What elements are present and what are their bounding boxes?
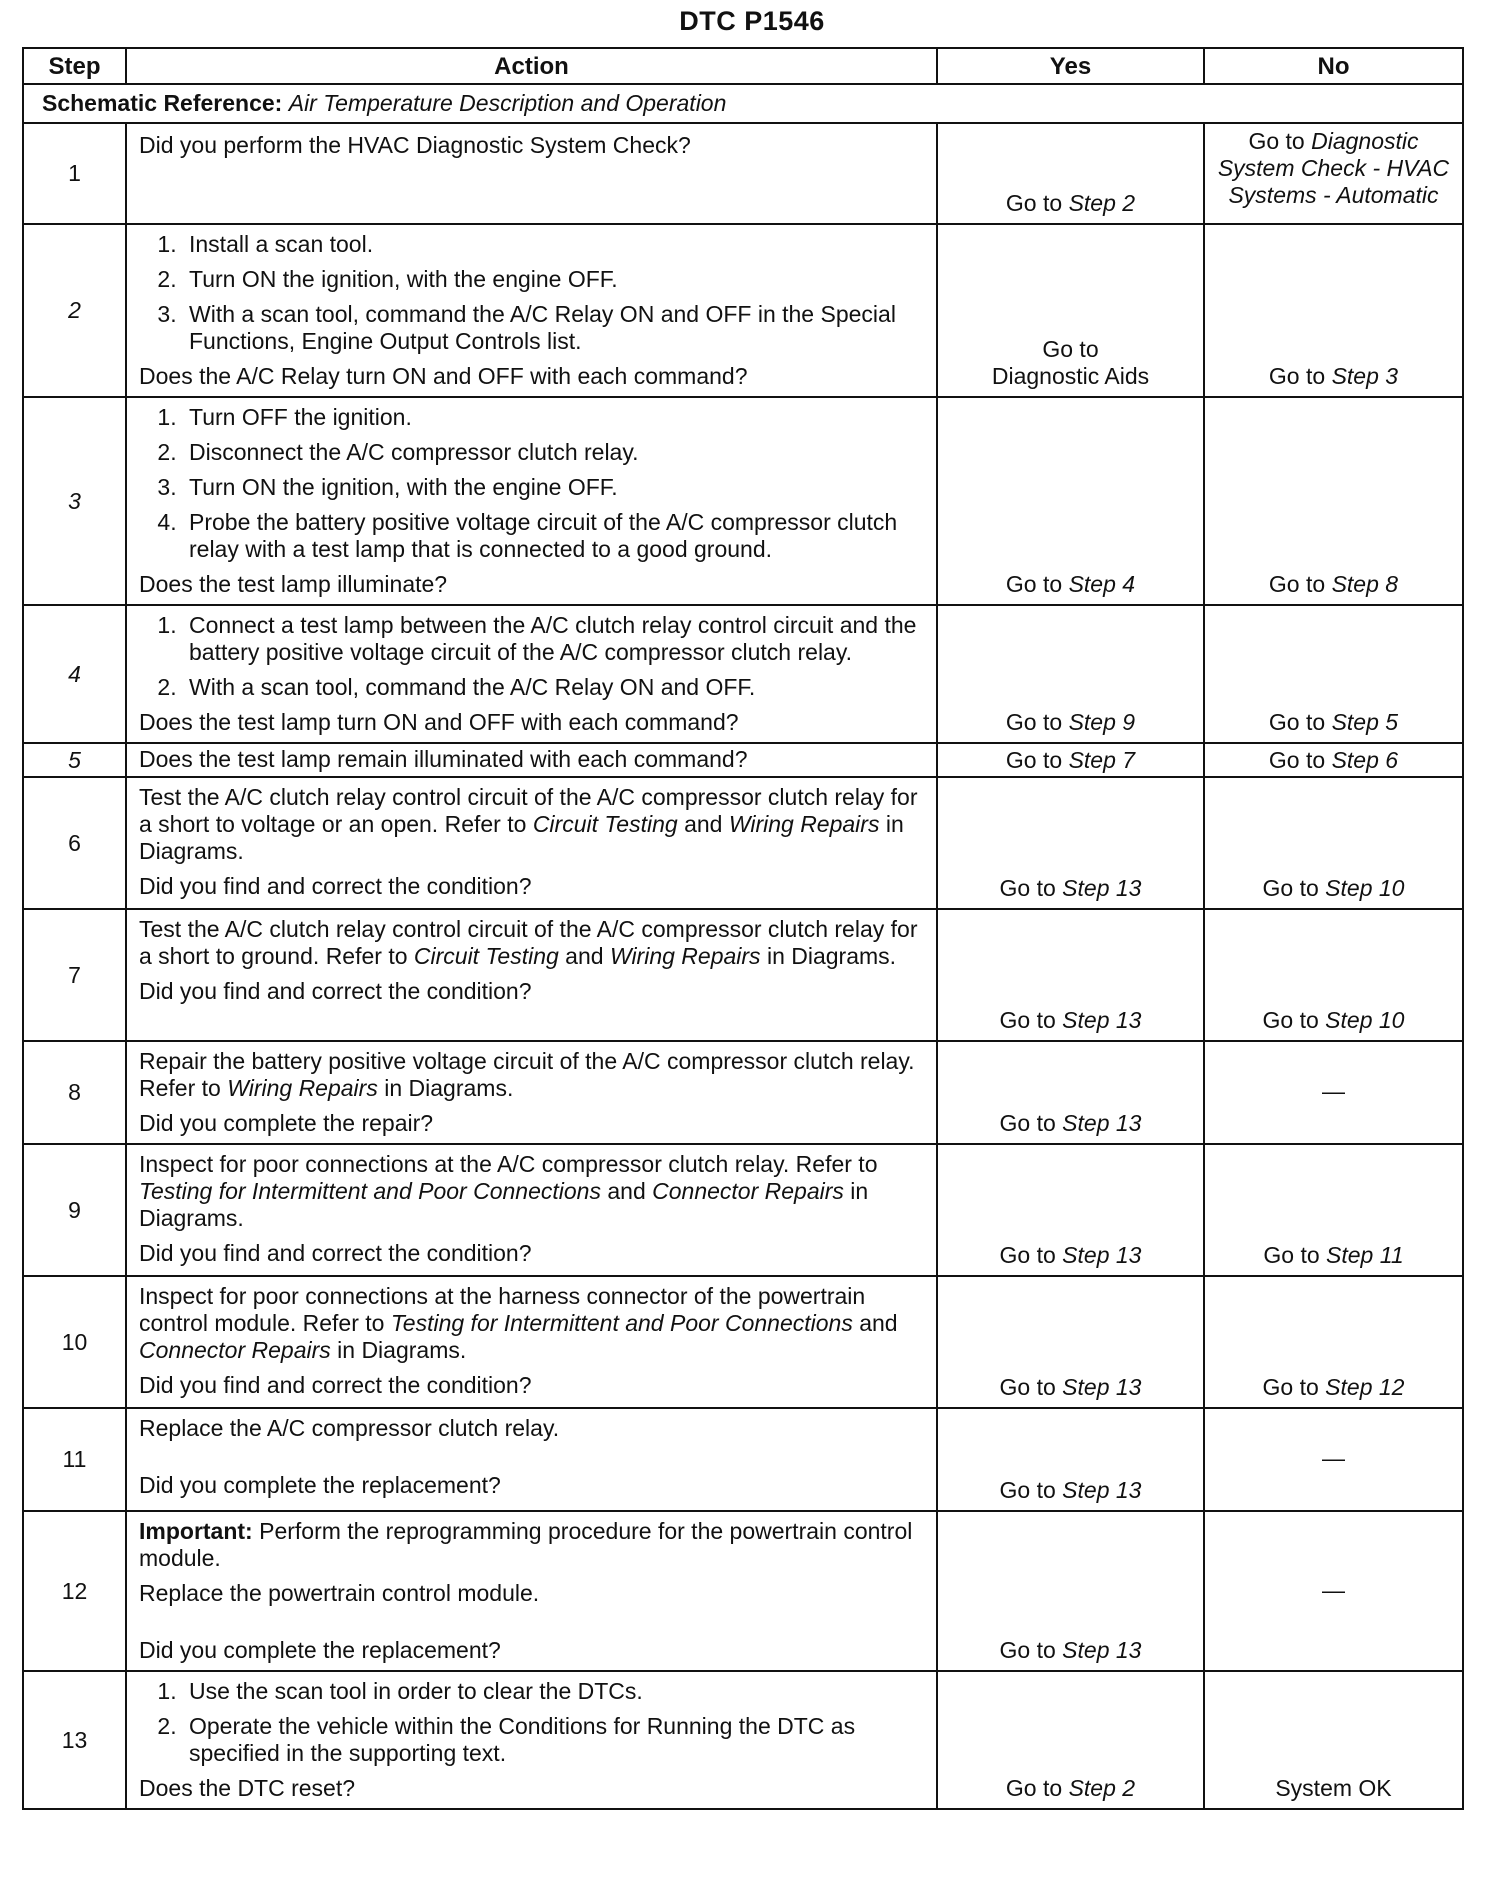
step-number: 12 (23, 1511, 126, 1671)
important-note: Important: Perform the reprogramming procedure for the powertrain control module. (139, 1518, 913, 1571)
question: Does the DTC reset? (139, 1775, 356, 1801)
yes-cell: Go to Step 13 (937, 1041, 1204, 1144)
instruction-text: Inspect for poor connections at the A/C compressor clutch relay. Refer to Testing for Intermittent and Poor Connections and Connector Repairs in Diagrams. (139, 1151, 878, 1231)
list-item: 3. With a scan tool, command the A/C Relay ON and OFF in the Special Functions, Engine Output Controls list. (183, 301, 924, 355)
list-item: 1. Install a scan tool. (183, 231, 924, 258)
step-number: 1 (23, 123, 126, 224)
list-item: 2. With a scan tool, command the A/C Relay ON and OFF. (183, 674, 924, 701)
table-row (23, 605, 1463, 743)
yes-cell: Go to Diagnostic Aids (937, 224, 1204, 397)
no-dash: — (1322, 1078, 1345, 1104)
no-link[interactable]: Step 12 (1325, 1374, 1405, 1400)
no-cell (1204, 1511, 1463, 1671)
list-item: 2. Disconnect the A/C compressor clutch relay. (183, 439, 924, 466)
action-cell (126, 909, 937, 1041)
action-cell (126, 1276, 937, 1408)
no-cell: Go to Step 5 (1204, 605, 1463, 743)
question: Does the test lamp illuminate? (139, 571, 448, 597)
list-item: 4. Probe the battery positive voltage circuit of the A/C compressor clutch relay with a test lamp that is connected to a good ground. (183, 509, 924, 563)
question: Did you find and correct the condition? (139, 873, 532, 899)
yes-link[interactable]: Diagnostic Aids (991, 363, 1150, 389)
list-item: 2. Turn ON the ignition, with the engine OFF. (183, 266, 924, 293)
no-link[interactable]: Step 5 (1331, 709, 1399, 735)
yes-link[interactable]: Step 2 (1068, 1775, 1136, 1801)
no-cell (1204, 1041, 1463, 1144)
table-row (23, 909, 1463, 1041)
no-result: System OK (1275, 1775, 1392, 1801)
no-cell: Go to Step 12 (1204, 1276, 1463, 1408)
no-cell: Go to Step 10 (1204, 777, 1463, 909)
step-number: 6 (23, 777, 126, 909)
instruction-list (139, 231, 924, 355)
step-number: 5 (23, 743, 126, 777)
table-row (23, 123, 1463, 224)
list-item: 1. Turn OFF the ignition. (183, 404, 924, 431)
question: Did you complete the replacement? (139, 1472, 501, 1498)
table-row (23, 1408, 1463, 1511)
no-cell (1204, 1408, 1463, 1511)
header-step: Step (23, 48, 126, 84)
no-cell: Go to Step 6 (1204, 743, 1463, 777)
instruction-text: Inspect for poor connections at the harness connector of the powertrain control module. Refer to Testing for Intermittent and Poor Connections and Connector Repairs in Diagrams. (139, 1283, 898, 1363)
no-link[interactable]: Step 11 (1326, 1242, 1404, 1268)
no-dash: — (1322, 1445, 1345, 1471)
step-number: 2 (23, 224, 126, 397)
question: Did you find and correct the condition? (139, 1372, 532, 1398)
yes-cell: Go to Step 13 (937, 1511, 1204, 1671)
schematic-link[interactable]: Air Temperature Description and Operation (288, 90, 727, 116)
reference-link[interactable]: Testing for Intermittent and Poor Connections (390, 1310, 853, 1336)
action-cell (126, 605, 937, 743)
step-number: 9 (23, 1144, 126, 1276)
yes-cell: Go to Step 13 (937, 777, 1204, 909)
important-label: Important: (139, 1518, 253, 1544)
list-item: 3. Turn ON the ignition, with the engine OFF. (183, 474, 924, 501)
yes-link[interactable]: Step 7 (1068, 746, 1136, 773)
question: Did you find and correct the condition? (139, 978, 532, 1004)
instruction-text: Repair the battery positive voltage circuit of the A/C compressor clutch relay. Refer to Wiring Repairs in Diagrams. (139, 1048, 915, 1101)
yes-link[interactable]: Step 13 (1062, 1242, 1142, 1268)
header-action: Action (126, 48, 937, 84)
no-cell: Go to Step 10 (1204, 909, 1463, 1041)
step-number: 11 (23, 1408, 126, 1511)
table-row (23, 1671, 1463, 1809)
yes-link[interactable]: Step 4 (1068, 571, 1136, 597)
no-cell: Go to Diagnostic System Check - HVAC Systems - Automatic (1204, 123, 1463, 224)
reference-link[interactable]: Wiring Repairs (728, 811, 880, 837)
yes-cell: Go to Step 13 (937, 1408, 1204, 1511)
table-row (23, 1041, 1463, 1144)
yes-link[interactable]: Step 13 (1062, 1477, 1142, 1503)
instruction-text: Test the A/C clutch relay control circuit of the A/C compressor clutch relay for a short to voltage or an open. Refer to Circuit Testing and Wiring Repairs in Diagrams. (139, 784, 918, 864)
question: Did you find and correct the condition? (139, 1240, 532, 1266)
yes-cell: Go to Step 9 (937, 605, 1204, 743)
table-row (23, 777, 1463, 909)
action-cell (126, 1041, 937, 1144)
table-row (23, 1276, 1463, 1408)
step-number: 10 (23, 1276, 126, 1408)
question: Does the A/C Relay turn ON and OFF with each command? (139, 363, 748, 389)
yes-cell: Go to Step 2 (937, 1671, 1204, 1809)
action-cell (126, 397, 937, 605)
table-row (23, 743, 1463, 777)
reference-link[interactable]: Wiring Repairs (227, 1075, 378, 1101)
yes-cell: Go to Step 4 (937, 397, 1204, 605)
header-row (23, 48, 1463, 84)
yes-cell: Go to Step 13 (937, 909, 1204, 1041)
question: Does the test lamp turn ON and OFF with each command? (139, 709, 739, 735)
header-yes: Yes (937, 48, 1204, 84)
yes-link[interactable]: Step 9 (1068, 709, 1136, 735)
table-row (23, 1144, 1463, 1276)
schematic-reference (23, 84, 1463, 123)
header-no: No (1204, 48, 1463, 84)
no-link[interactable]: Step 6 (1331, 746, 1399, 773)
action-cell (126, 1408, 937, 1511)
no-cell: Go to Step 3 (1204, 224, 1463, 397)
step-number: 7 (23, 909, 126, 1041)
schematic-row (23, 84, 1463, 123)
question: Did you complete the repair? (139, 1110, 434, 1136)
no-link[interactable]: Step 8 (1331, 571, 1399, 597)
instruction-text: Replace the A/C compressor clutch relay. (139, 1415, 560, 1441)
step-number: 4 (23, 605, 126, 743)
list-item: 1. Use the scan tool in order to clear the DTCs. (183, 1678, 924, 1705)
reference-link[interactable]: Wiring Repairs (609, 943, 761, 969)
no-link[interactable]: Step 10 (1325, 1007, 1405, 1033)
action-cell (126, 123, 937, 224)
yes-link[interactable]: Step 13 (1062, 1007, 1142, 1033)
no-cell (1204, 1671, 1463, 1809)
reference-link[interactable]: Testing for Intermittent and Poor Connections (139, 1178, 601, 1204)
reference-link[interactable]: Circuit Testing (413, 943, 559, 969)
action-cell (126, 1511, 937, 1671)
action-cell (126, 1671, 937, 1809)
yes-cell: Go to Step 13 (937, 1276, 1204, 1408)
reference-link[interactable]: Connector Repairs (652, 1178, 844, 1204)
yes-cell: Go to Step 2 (937, 123, 1204, 224)
no-cell: Go to Step 8 (1204, 397, 1463, 605)
step-number: 8 (23, 1041, 126, 1144)
yes-link[interactable]: Step 13 (1062, 1110, 1142, 1136)
step-number: 13 (23, 1671, 126, 1809)
table-row (23, 1511, 1463, 1671)
table-row (23, 224, 1463, 397)
diagnostic-table (22, 47, 1464, 1810)
action-cell (126, 1144, 937, 1276)
question: Does the test lamp remain illuminated with each command? (139, 746, 748, 772)
list-item: 2. Operate the vehicle within the Conditions for Running the DTC as specified in the supporting text. (183, 1713, 924, 1767)
question: Did you complete the replacement? (139, 1637, 501, 1663)
instruction-list (139, 1678, 924, 1767)
no-dash: — (1322, 1576, 1345, 1603)
action-cell (126, 777, 937, 909)
no-link[interactable]: Step 10 (1325, 875, 1405, 901)
yes-link[interactable]: Step 2 (1068, 190, 1136, 216)
step-number: 3 (23, 397, 126, 605)
instruction-text: Replace the powertrain control module. (139, 1580, 540, 1606)
reference-link[interactable]: Connector Repairs (139, 1337, 331, 1363)
question: Did you perform the HVAC Diagnostic System Check? (139, 132, 691, 158)
reference-link[interactable]: Circuit Testing (532, 811, 678, 837)
yes-link[interactable]: Step 13 (1062, 1374, 1142, 1400)
yes-cell: Go to Step 13 (937, 1144, 1204, 1276)
yes-link[interactable]: Step 13 (1062, 875, 1142, 901)
no-link[interactable]: Diagnostic System Check - HVAC Systems - Automatic (1217, 128, 1450, 208)
action-cell (126, 743, 937, 777)
instruction-text: Test the A/C clutch relay control circuit of the A/C compressor clutch relay for a short to ground. Refer to Circuit Testing and Wiring Repairs in Diagrams. (139, 916, 918, 969)
instruction-list (139, 612, 924, 701)
page-title: DTC P1546 (679, 6, 825, 36)
list-item: 1. Connect a test lamp between the A/C clutch relay control circuit and the battery positive voltage circuit of the A/C compressor clutch relay. (183, 612, 924, 666)
yes-link[interactable]: Step 13 (1062, 1637, 1142, 1663)
no-cell: Go to Step 11 (1204, 1144, 1463, 1276)
schematic-label: Schematic Reference: (42, 90, 283, 116)
instruction-list (139, 404, 924, 563)
no-link[interactable]: Step 3 (1331, 363, 1399, 389)
action-cell (126, 224, 937, 397)
table-row (23, 397, 1463, 605)
yes-cell: Go to Step 7 (937, 743, 1204, 777)
